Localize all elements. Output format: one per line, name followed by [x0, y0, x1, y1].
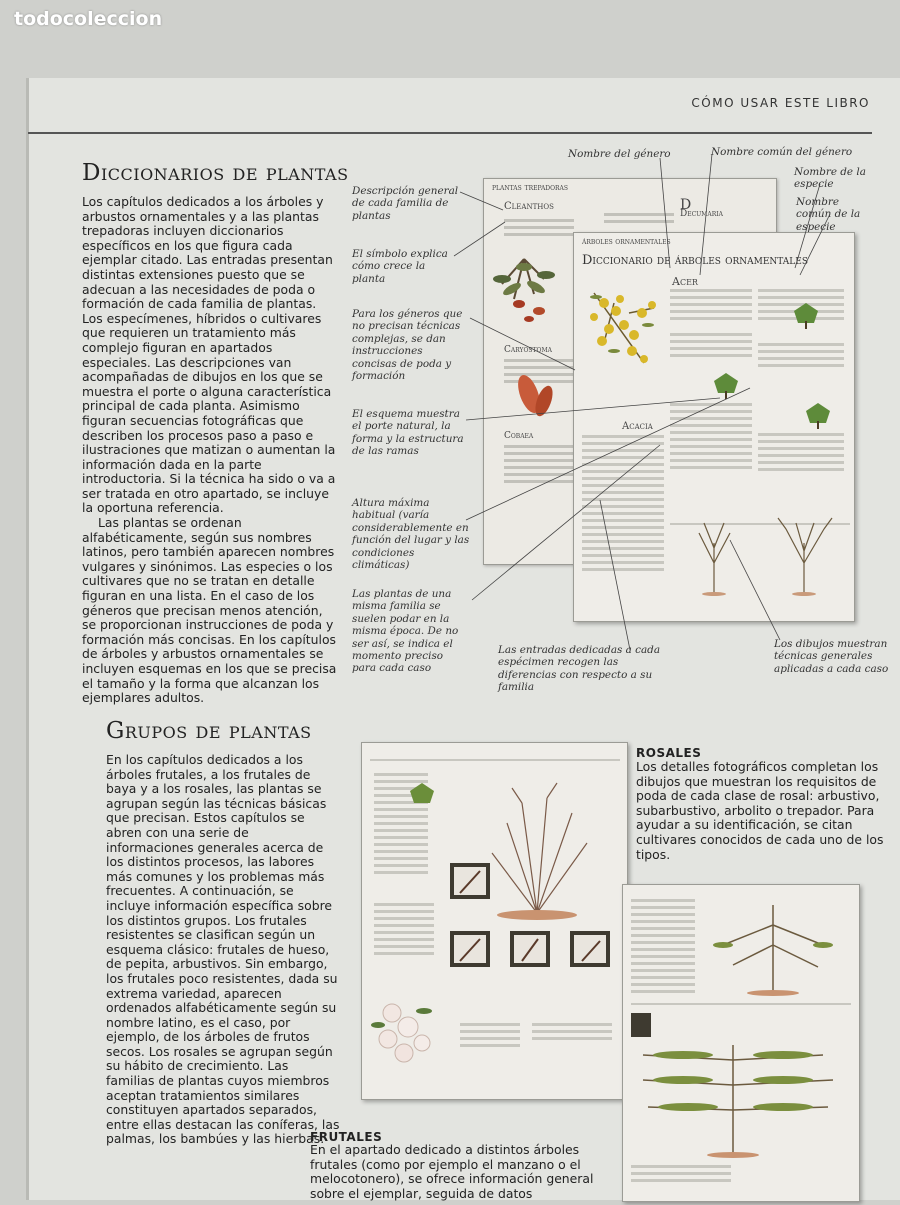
mini-dictionary-title: Diccionario de árboles ornamentales: [582, 253, 809, 268]
small-shrub-icon: [410, 783, 434, 803]
section-body-plant-groups: [106, 753, 340, 1147]
annotation-growth-symbol: El símbolo explica cómo crece la planta: [352, 248, 448, 285]
letter-d: D: [680, 197, 692, 213]
rose-page-drawings: [362, 743, 627, 1099]
soil-mound-icon: [497, 910, 577, 920]
entry-cobaea: Cobaea: [504, 431, 534, 441]
annotation-concise-instructions: Para los géneros que no precisan técnicas complejas, se dan instrucciones concisas de poda y formación: [352, 308, 463, 383]
rosales-heading: ROSALES: [636, 746, 702, 760]
annotation-species-name: Nombre de la especie: [794, 166, 866, 191]
rosales-text: Los detalles fotográficos completan los dibujos que muestran los requisitos de poda de cada clase de rosal: arbustivo, subarbustivo, arbolito o trepador. Para ayudar a su identificación, se citan cultivares conocidos de cada uno de los tipos.: [636, 759, 884, 862]
frutales-text: En el apartado dedicado a distintos árboles frutales (como por ejemplo el manzano o el melocotonero), se ofrece información general sobre el ejemplar, seguida de datos: [310, 1142, 594, 1201]
annotation-genus-common-name: Nombre común del género: [711, 146, 853, 158]
sample-rose-page: [361, 742, 628, 1100]
paragraph: En los capítulos dedicados a los árboles frutales, a los frutales de baya y a los rosales, las plantas se agrupan según las técnicas básicas que precisan. Estos capítulos se abren con una serie de informaciones generales acerca de los distintos procesos, las labores más comunes y los problemas más frecuentes. A continuación, se incluye información específica sobre los distintos grupos. Los frutales resistentes se clasifican según un esquema clásico: frutales de hueso, de pepita, arbustivos. Sin embargo, los frutales poco resistentes, dada su extrema variedad, aparecen ordenados alfabéticamente según su nombre latino, es el caso, por ejemplo, de los árboles de frutos secos. Los rosales se agrupan según su hábito de crecimiento. Las familias de plantas cuyos miembros aceptan tratamientos similares constituyen apartados separados, entre ellas destacan las coníferas, las palmas, los bambúes y las hierbas.: [106, 752, 340, 1147]
sample-page-front: árboles ornamentales Diccionario de árboles ornamentales Acer Acacia: [573, 232, 855, 622]
annotation-specimen-entries: Las entradas dedicadas a cada espécimen recogen las diferencias con respecto a su familia: [498, 644, 661, 694]
annotation-species-common-name: Nombre común de la especie: [796, 196, 861, 233]
section-title-dictionaries: Diccionarios de plantas: [82, 160, 349, 186]
watermark: todocoleccion: [14, 8, 163, 30]
photo-detail-icon: [631, 1013, 651, 1037]
entry-acacia: Acacia: [622, 421, 653, 432]
frutales-heading: FRUTALES: [310, 1130, 383, 1144]
white-rose-icon: [371, 1004, 432, 1062]
entry-caryostoma: Caryostoma: [504, 345, 552, 355]
section-title-plant-groups: Grupos de plantas: [106, 718, 312, 744]
annotation-branch-scheme: El esquema muestra el porte natural, la forma y la estructura de las ramas: [352, 408, 464, 458]
running-header: CÓMO USAR ESTE LIBRO: [691, 96, 870, 110]
paragraph: Las plantas se ordenan alfabéticamente, según sus nombres latinos, pero también aparecen nombres vulgares y sinónimos. Las especies o los cultivares que no se tratan en detalle figuran en una lista. En el caso de los géneros que precisan menos atención, se proporcionan instrucciones de poda y formación más concisas. En los capítulos de árboles y arbustos ornamentales se incluyen esquemas en los que se precisa el tamaño y la forma que alcanzan los ejemplares adultos.: [82, 515, 337, 706]
annotation-techniques-drawings: Los dibujos muestran técnicas generales aplicadas a cada caso: [774, 638, 889, 675]
annotation-pruning-time: Las plantas de una misma familia se suelen podar en la misma época. De no ser así, se indica el momento preciso para cada caso: [352, 588, 459, 675]
annotation-max-height: Altura máxima habitual (varía considerablemente en función del lugar y las condiciones climáticas): [352, 497, 470, 572]
fruit-page-drawings: [623, 885, 859, 1201]
annotation-family-description: Descripción general de cada familia de plantas: [352, 185, 459, 222]
sample-fruit-page: [622, 884, 860, 1202]
sample-page-back: plantas trepadoras Cleanthos D Decumaria Caryostoma Cobaea: [483, 178, 777, 565]
entry-cleanthos: Cleanthos: [504, 201, 554, 212]
annotation-genus-name: Nombre del género: [568, 148, 671, 160]
entry-acer: Acer: [672, 275, 698, 288]
paragraph: Los capítulos dedicados a los árboles y arbustos ornamentales y a las plantas trepadoras incluyen diccionarios específicos en los que figura cada ejemplar citado. Las entradas presentan distintas extensiones puesto que se adecuan a las necesidades de poda o formación de cada familia de plantas. Los especímenes, híbridos o cultivares que requieren un tratamiento más complejo figuran en apartados especiales. Las descripciones van acompañadas de dibujos en los que se muestra el porte o alguna característica principal de cada planta. Asimismo figuran secuencias fotográficas que describen los procesos paso a paso e ilustraciones que matizan o aumentan la información dada en la parte introductoria. Si la técnica ha sido o va a ser tratada en otro apartado, se incluye la oportuna referencia.: [82, 194, 336, 516]
entry-decumaria: Decumaria: [680, 209, 723, 219]
rose-bush-drawing-icon: [492, 783, 587, 913]
